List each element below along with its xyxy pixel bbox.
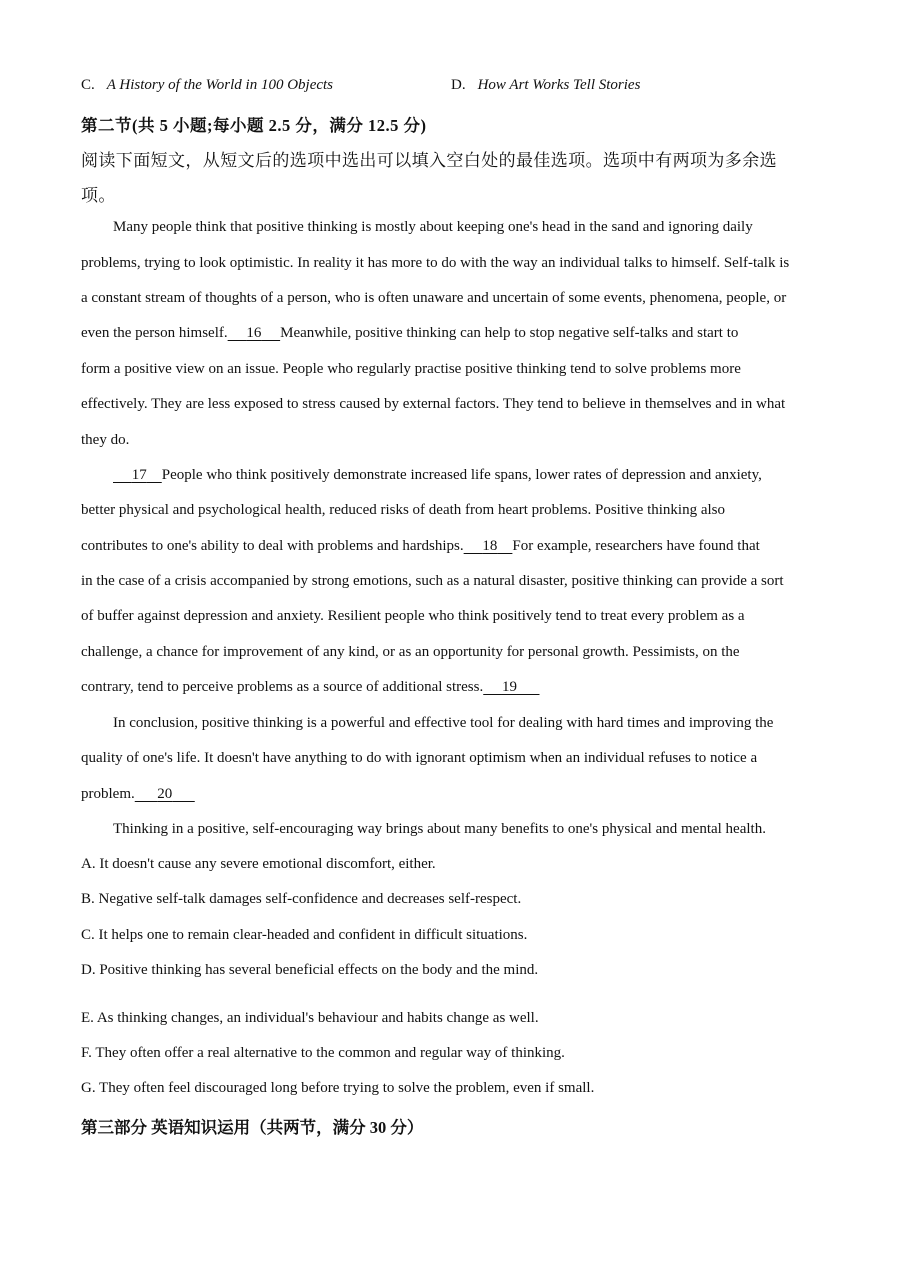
passage-line: effectively. They are less exposed to stress caused by external factors. They tend to believe in themselves and in what — [81, 396, 786, 412]
passage-line — [81, 538, 760, 555]
choice-e: E. As thinking changes, an individual's behaviour and habits change as well. — [81, 1010, 539, 1026]
passage-line: In conclusion, positive thinking is a powerful and effective tool for dealing with hard times and improving the — [113, 715, 774, 731]
passage-line: form a positive view on an issue. People who regularly practise positive thinking tend to solve problems more — [81, 361, 741, 377]
choice-a: A. It doesn't cause any severe emotional discomfort, either. — [81, 856, 436, 872]
blank-20 — [135, 786, 195, 803]
option-d-letter: D. — [451, 77, 466, 93]
option-c-letter: C. — [81, 77, 95, 93]
passage-line: in the case of a crisis accompanied by strong emotions, such as a natural disaster, positive thinking can provide a sort — [81, 573, 784, 589]
passage-text: contrary, tend to perceive problems as a source of additional stress. — [81, 679, 484, 695]
choice-f: F. They often offer a real alternative to the common and regular way of thinking. — [81, 1045, 565, 1061]
blank-18-number: 18 — [482, 538, 498, 554]
choice-g: G. They often feel discouraged long before trying to solve the problem, even if small. — [81, 1080, 595, 1096]
instruction-line-1: 阅读下面短文，从短文后的选项中选出可以填入空白处的最佳选项。选项中有两项为多余选 — [81, 151, 777, 170]
blank-16-number: 16 — [246, 325, 262, 341]
blank-17 — [113, 467, 162, 484]
instruction-line-2: 项。 — [81, 186, 116, 205]
blank-20-number: 20 — [157, 786, 173, 802]
option-d-text: How Art Works Tell Stories — [477, 77, 641, 93]
option-d — [451, 77, 640, 94]
passage-text: People who think positively demonstrate increased life spans, lower rates of depression and anxiety, — [161, 467, 762, 483]
passage-line: better physical and psychological health, reduced risks of death from heart problems. Positive thinking also — [81, 502, 726, 518]
passage-line — [81, 679, 539, 696]
passage-text: even the person himself. — [81, 325, 228, 341]
choice-b: B. Negative self-talk damages self-confidence and decreases self-respect. — [81, 891, 522, 907]
blank-19-number: 19 — [501, 679, 517, 695]
passage-text: For example, researchers have found that — [512, 538, 760, 554]
blank-17-number: 17 — [131, 467, 147, 483]
passage-line: quality of one's life. It doesn't have anything to do with ignorant optimism when an individual refuses to notice a — [81, 750, 758, 766]
option-c — [81, 77, 333, 94]
blank-18 — [464, 538, 513, 555]
passage-text: Meanwhile, positive thinking can help to stop negative self-talks and start to — [280, 325, 739, 341]
passage-line: problems, trying to look optimistic. In reality it has more to do with the way an individual talks to himself. Self-talk is — [81, 255, 790, 271]
passage-line: a constant stream of thoughts of a person, who is often unaware and uncertain of some events, phenomena, people, or — [81, 290, 787, 306]
choice-d: D. Positive thinking has several beneficial effects on the body and the mind. — [81, 962, 539, 978]
choice-c: C. It helps one to remain clear-headed and confident in difficult situations. — [81, 927, 528, 943]
blank-19 — [483, 679, 539, 696]
passage-line: of buffer against depression and anxiety. Resilient people who think positively tend to treat every problem as a — [81, 608, 745, 624]
section-title: 第二节(共 5 小题;每小题 2.5 分，满分 12.5 分) — [81, 116, 427, 135]
blank-16 — [228, 325, 281, 342]
part3-title: 第三部分 英语知识运用（共两节，满分 30 分） — [81, 1118, 424, 1137]
passage-text: problem. — [81, 786, 135, 802]
passage-line — [81, 786, 195, 803]
passage-line: Thinking in a positive, self-encouraging way brings about many benefits to one's physical and mental health. — [113, 821, 766, 837]
passage-line: challenge, a chance for improvement of any kind, or as an opportunity for personal growth. Pessimists, on the — [81, 644, 740, 660]
passage-text: contributes to one's ability to deal with problems and hardships. — [81, 538, 464, 554]
passage-line: they do. — [81, 432, 130, 448]
option-c-text: A History of the World in 100 Objects — [106, 77, 334, 93]
passage-line — [81, 325, 738, 342]
passage-line — [81, 467, 762, 484]
passage-line: Many people think that positive thinking is mostly about keeping one's head in the sand and ignoring daily — [113, 219, 753, 235]
